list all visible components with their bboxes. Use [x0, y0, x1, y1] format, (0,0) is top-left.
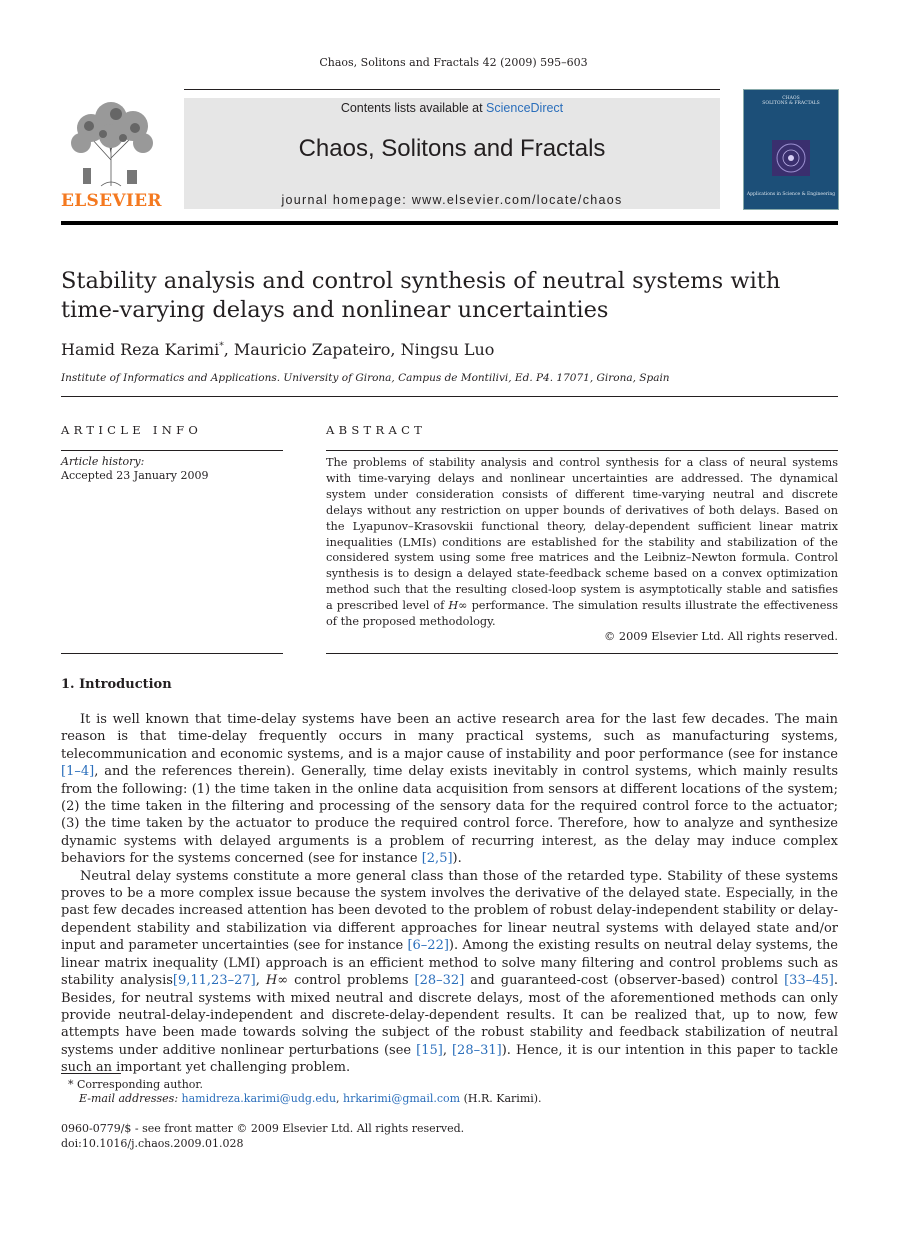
doi-line[interactable]: doi:10.1016/j.chaos.2009.01.028 — [61, 1136, 244, 1150]
author-main[interactable]: Hamid Reza Karimi — [61, 340, 220, 359]
article-title: Stability analysis and control synthesis of neutral systems with time-varying delays and nonlinear uncertainties — [61, 268, 781, 323]
cover-title: CHAOS — [782, 96, 800, 101]
intro-body — [61, 711, 838, 1077]
abstract-rule — [326, 450, 838, 451]
ref-link[interactable]: [28–31] — [451, 1042, 502, 1058]
footnote-rule — [61, 1073, 121, 1074]
ref-link[interactable]: [9,11,23–27] — [172, 973, 256, 989]
front-matter — [61, 1122, 464, 1151]
article-info-bottom-rule — [61, 653, 283, 654]
email-footnote: E-mail addresses: hamidreza.karimi@udg.edu, hrkarimi@gmail.com (H.R. Karimi). — [79, 1092, 542, 1105]
history-label: Article history: — [61, 455, 145, 468]
ref-link[interactable]: [33–45] — [784, 973, 834, 989]
ref-link[interactable]: [1–4] — [61, 764, 95, 780]
abstract-text — [326, 455, 838, 630]
abstract-part2: performance. The simulation results illustrate the effectiveness of the proposed methodology. — [326, 599, 838, 629]
ref-link[interactable]: [6–22] — [407, 938, 449, 954]
cover-footer: Applications in Science & Engineering — [746, 192, 836, 197]
sciencedirect-link[interactable]: ScienceDirect — [486, 101, 564, 115]
ref-link[interactable]: [15] — [416, 1042, 443, 1058]
journal-title: Chaos, Solitons and Fractals — [298, 135, 606, 162]
abstract-copyright: © 2009 Elsevier Ltd. All rights reserved. — [604, 630, 838, 643]
journal-cover-image — [743, 89, 839, 210]
accepted-date: Accepted 23 January 2009 — [61, 469, 209, 482]
journal-homepage[interactable]: journal homepage: www.elsevier.com/locate/chaos — [281, 193, 623, 207]
affiliation: Institute of Informatics and Applications. University of Girona, Campus de Montilivi, Ed. P4. 17071, Girona, Spain — [61, 372, 670, 384]
corresponding-footnote: * Corresponding author. — [68, 1078, 203, 1091]
intro-paragraph-1: It is well known that time-delay systems have been an active research area for the last few decades. The main reason is that time-delay frequently occurs in many practical systems, such as manufacturing systems, telecommunication and economic systems, and is a major cause of instability and poor performance (see for instance [1–4], and the references therein). Generally, time delay exists inevitably in control systems, which mainly results from the following: (1) the time taken in the online data acquisition from sensors at different locations of the system; (2) the time taken in the filtering and processing of the sensory data for the required control force to the actuator; (3) the time taken by the actuator to produce the required control force. Therefore, how to analyze and synthesize dynamic systems with delayed arguments is a problem of recurring interest, as the delay may induce complex behaviors for the systems concerned (see for instance [2,5]). — [61, 712, 838, 867]
abstract-hinf: H∞ — [448, 599, 468, 613]
intro-paragraph-2: Neutral delay systems constitute a more general class than those of the retarded type. Stability of these systems proves to be a more complex issue because the system involves the derivative of the delayed state. Especially, in the past few decades increased attention has been devoted to the problem of robust delay-independent stability or delay-dependent stability and stabilization via different approaches for linear neutral systems with delayed state and/or input and parameter uncertainties (see for instance [6–22]). Among the existing results on neutral delay systems, the linear matrix inequality (LMI) approach is an efficient method to solve many filtering and control problems such as stability analysis[9,11,23–27], H∞ control problems [28–32] and guaranteed-cost (observer-based) control [33–45]. Besides, for neutral systems with mixed neutral and discrete delays, most of the aforementioned methods can only provide neutral-delay-independent and discrete-delay-dependent results. It can be realized that, up to now, few attempts have been made towards solving the subject of the robust stability and feedback stabilization of neutral systems under additive nonlinear perturbations (see [15], [28–31]). Hence, it is our intention in this paper to tackle such an important yet challenging problem. — [61, 868, 839, 1076]
header-top-rule — [184, 89, 720, 90]
running-head: Chaos, Solitons and Fractals 42 (2009) 595–603 — [319, 56, 588, 69]
ref-link[interactable]: [28–32] — [414, 973, 465, 989]
issn-line: 0960-0779/$ - see front matter © 2009 Elsevier Ltd. All rights reserved. — [61, 1122, 465, 1135]
intro-heading: 1. Introduction — [61, 677, 172, 692]
contents-line — [184, 101, 720, 115]
abstract-part1: The problems of stability analysis and control synthesis for a class of neural systems with time-varying delays and nonlinear uncertainties are addressed. The dynamical system under consideration consists of different time-varying neutral and discrete delays without any restriction on upper bounds of derivatives of both delays. Based on the Lyapunov–Krasovskii functional theory, delay-dependent sufficient linear matrix inequalities (LMIs) conditions are established for the stability and stabilization of the considered system using some free matrices and the Leibniz–Newton formula. Control synthesis is to design a delayed state-feedback scheme based on a convex optimization method such that the resulting closed-loop system is asymptotically stable and satisfies a prescribed level of — [326, 456, 838, 613]
abstract-heading: ABSTRACT — [326, 423, 427, 437]
author-rest: , Mauricio Zapateiro, Ningsu Luo — [223, 340, 495, 359]
author-list — [61, 340, 494, 359]
cover-subtitle: SOLITONS & FRACTALS — [762, 101, 820, 106]
email-link[interactable]: hamidreza.karimi@udg.edu — [181, 1092, 337, 1105]
abstract-bottom-rule — [326, 653, 838, 654]
article-info-rule — [61, 450, 283, 451]
publisher-wordmark: ELSEVIER — [61, 191, 162, 211]
email-link[interactable]: hrkarimi@gmail.com — [343, 1092, 461, 1105]
affiliation-rule — [61, 396, 838, 397]
corresponding-mark[interactable]: * — [219, 341, 224, 352]
article-info-heading: ARTICLE INFO — [61, 423, 203, 437]
contents-prefix: Contents lists available at — [340, 101, 487, 115]
ref-link[interactable]: [2,5] — [421, 851, 453, 867]
header-thick-rule — [61, 221, 838, 225]
